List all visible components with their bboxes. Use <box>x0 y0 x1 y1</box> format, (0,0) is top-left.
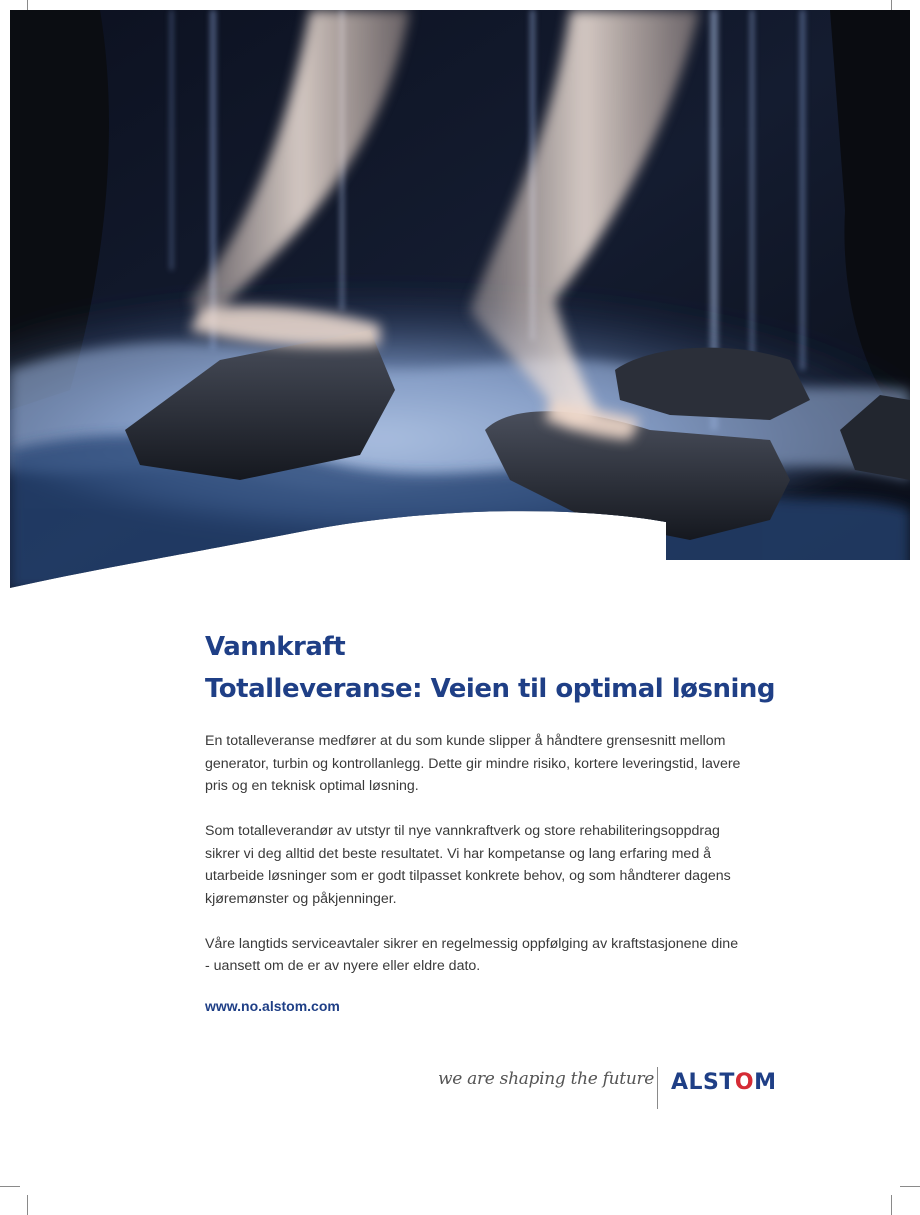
paragraph-1-line-3: pris og en teknisk optimal løsning. <box>205 778 419 794</box>
footer-divider <box>657 1067 658 1109</box>
crop-mark-bottom-right-v <box>891 1195 892 1215</box>
paragraph-2-line-2: sikrer vi deg alltid det beste resultatet. Vi har kompetanse og lang erfaring med å <box>205 845 712 862</box>
paragraph-3-line-2: - uansett om de er av nyere eller eldre dato. <box>205 958 481 974</box>
headline <box>205 626 845 710</box>
hero-photo <box>10 10 910 590</box>
crop-mark-bottom-left-h <box>0 1186 20 1187</box>
website-link[interactable]: www.no.alstom.com <box>205 998 340 1014</box>
paragraph-3-line-1: Våre langtids serviceavtaler sikrer en regelmessig oppfølging av kraftstasjonene dine <box>205 935 739 952</box>
tagline: we are shaping the future <box>438 1069 655 1089</box>
alstom-logo <box>671 1070 777 1095</box>
logo-o-mark: O <box>734 1070 755 1095</box>
headline-subtitle: Totalleveranse: Veien til optimal løsning <box>205 674 776 704</box>
headline-title: Vannkraft <box>205 632 346 662</box>
paragraph-2-line-3: utarbeide løsninger som er godt tilpasset konkrete behov, og som håndterer dagens <box>205 868 731 884</box>
paragraph-2-line-1: Som totalleverandør av utstyr til nye vannkraftverk og store rehabiliteringsoppdrag <box>205 823 720 839</box>
logo-text-prefix: ALST <box>671 1070 735 1095</box>
logo-text-suffix: M <box>754 1070 777 1095</box>
paragraph-1 <box>205 730 765 798</box>
crop-mark-bottom-right-h <box>900 1186 920 1187</box>
crop-mark-bottom-left-v <box>27 1195 28 1215</box>
paragraph-3 <box>205 933 765 978</box>
paragraph-1-line-2: generator, turbin og kontrollanlegg. Dette gir mindre risiko, kortere leveringstid, lavere <box>205 755 741 772</box>
paragraph-2-line-4: kjøremønster og påkjenninger. <box>205 890 397 907</box>
paragraph-1-line-1: En totalleveranse medfører at du som kunde slipper å håndtere grensesnitt mellom <box>205 733 726 749</box>
body-copy <box>205 730 765 1000</box>
paragraph-2 <box>205 820 765 910</box>
